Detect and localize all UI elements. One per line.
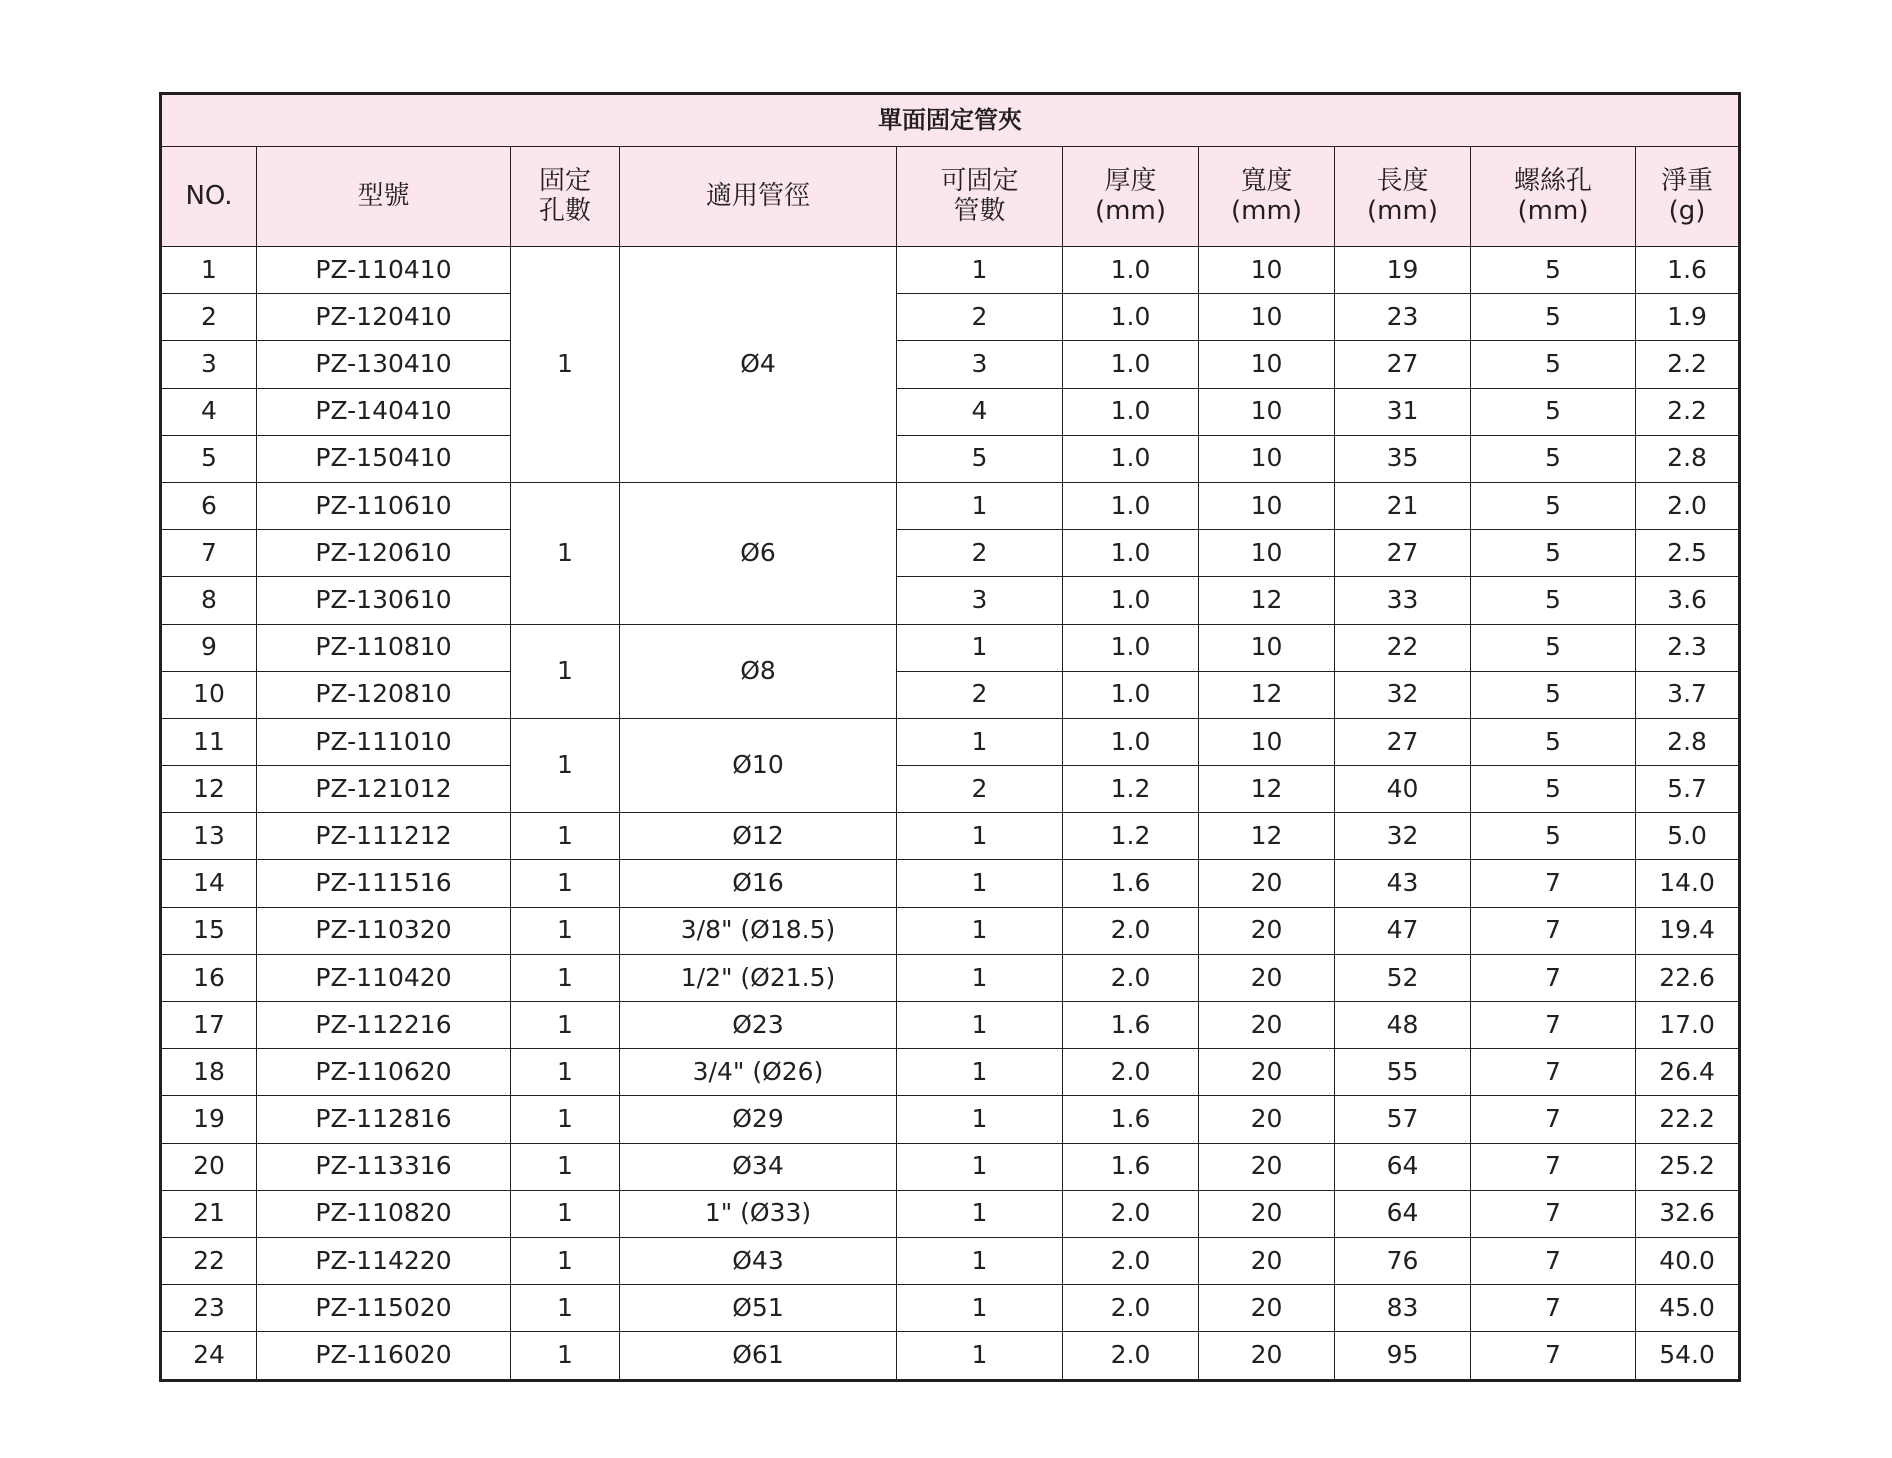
header-fixing-holes-line2: 孔數 [538,195,591,226]
cell-tube-count: 1 [897,1237,1063,1284]
cell-no: 23 [161,1285,257,1332]
cell-width: 12 [1199,577,1335,624]
cell-length: 33 [1335,577,1471,624]
cell-thickness: 1.2 [1063,766,1199,813]
cell-width: 10 [1199,624,1335,671]
cell-no: 1 [161,247,257,294]
cell-screw-hole: 5 [1471,294,1636,341]
cell-model: PZ-110620 [257,1049,511,1096]
cell-net-weight: 2.2 [1636,341,1740,388]
cell-net-weight: 19.4 [1636,907,1740,954]
cell-net-weight: 26.4 [1636,1049,1740,1096]
cell-fixing-holes: 1 [511,1096,620,1143]
cell-tube-count: 4 [897,388,1063,435]
cell-pipe-diameter: Ø61 [620,1332,897,1380]
header-screw-hole-line2: (mm) [1517,195,1589,226]
cell-screw-hole: 5 [1471,813,1636,860]
header-net-weight-line1: 淨重 [1661,165,1714,196]
cell-screw-hole: 7 [1471,954,1636,1001]
cell-screw-hole: 5 [1471,718,1636,765]
cell-fixing-holes: 1 [511,1143,620,1190]
cell-width: 12 [1199,813,1335,860]
cell-width: 20 [1199,1332,1335,1380]
table-row [161,1002,1740,1049]
cell-model: PZ-116020 [257,1332,511,1380]
header-screw-hole-line1: 螺絲孔 [1513,165,1592,196]
cell-no: 8 [161,577,257,624]
cell-thickness: 1.0 [1063,388,1199,435]
table-row [161,247,1740,294]
cell-tube-count: 2 [897,294,1063,341]
cell-width: 20 [1199,954,1335,1001]
cell-no: 6 [161,482,257,529]
cell-length: 27 [1335,530,1471,577]
cell-screw-hole: 5 [1471,624,1636,671]
table-row [161,1096,1740,1143]
cell-fixing-holes: 1 [511,1285,620,1332]
cell-no: 4 [161,388,257,435]
cell-length: 83 [1335,1285,1471,1332]
header-width-line1: 寬度 [1240,165,1293,196]
table-row [161,766,1740,813]
cell-model: PZ-130610 [257,577,511,624]
cell-tube-count: 1 [897,247,1063,294]
cell-net-weight: 2.3 [1636,624,1740,671]
cell-length: 40 [1335,766,1471,813]
cell-thickness: 1.0 [1063,341,1199,388]
table-header-row [161,147,1740,247]
cell-screw-hole: 5 [1471,577,1636,624]
cell-fixing-holes: 1 [511,907,620,954]
cell-no: 20 [161,1143,257,1190]
cell-length: 21 [1335,482,1471,529]
cell-no: 12 [161,766,257,813]
cell-tube-count: 1 [897,860,1063,907]
cell-tube-count: 2 [897,530,1063,577]
cell-width: 20 [1199,1096,1335,1143]
cell-width: 10 [1199,435,1335,482]
cell-thickness: 1.6 [1063,1096,1199,1143]
header-tube-count-line1: 可固定 [940,165,1019,196]
cell-model: PZ-114220 [257,1237,511,1284]
header-screw-hole [1471,147,1636,247]
cell-screw-hole: 5 [1471,482,1636,529]
cell-thickness: 1.0 [1063,247,1199,294]
cell-width: 10 [1199,482,1335,529]
cell-pipe-diameter: Ø23 [620,1002,897,1049]
cell-thickness: 1.0 [1063,671,1199,718]
cell-thickness: 1.2 [1063,813,1199,860]
cell-screw-hole: 7 [1471,907,1636,954]
cell-fixing-holes: 1 [511,247,620,483]
cell-pipe-diameter: 1" (Ø33) [620,1190,897,1237]
cell-pipe-diameter: Ø43 [620,1237,897,1284]
table-row [161,388,1740,435]
cell-length: 31 [1335,388,1471,435]
cell-length: 19 [1335,247,1471,294]
cell-tube-count: 2 [897,766,1063,813]
cell-fixing-holes: 1 [511,860,620,907]
header-width [1199,147,1335,247]
cell-tube-count: 1 [897,624,1063,671]
cell-thickness: 2.0 [1063,1049,1199,1096]
cell-model: PZ-111516 [257,860,511,907]
cell-net-weight: 45.0 [1636,1285,1740,1332]
header-fixing-holes [511,147,620,247]
cell-length: 43 [1335,860,1471,907]
cell-thickness: 2.0 [1063,1285,1199,1332]
cell-width: 20 [1199,1285,1335,1332]
cell-screw-hole: 7 [1471,1049,1636,1096]
header-tube-count [897,147,1063,247]
table-row [161,577,1740,624]
cell-fixing-holes: 1 [511,1190,620,1237]
table-row [161,813,1740,860]
cell-model: PZ-113316 [257,1143,511,1190]
cell-thickness: 1.6 [1063,1002,1199,1049]
cell-screw-hole: 7 [1471,1285,1636,1332]
cell-width: 20 [1199,907,1335,954]
cell-screw-hole: 7 [1471,1143,1636,1190]
cell-no: 10 [161,671,257,718]
table-title-row [161,94,1740,147]
cell-width: 20 [1199,1002,1335,1049]
header-tube-count-line2: 管數 [953,195,1006,226]
cell-model: PZ-111010 [257,718,511,765]
cell-width: 20 [1199,1237,1335,1284]
cell-model: PZ-140410 [257,388,511,435]
cell-screw-hole: 5 [1471,530,1636,577]
cell-pipe-diameter: Ø10 [620,718,897,812]
cell-tube-count: 1 [897,1049,1063,1096]
cell-tube-count: 1 [897,718,1063,765]
table-row [161,341,1740,388]
cell-net-weight: 2.0 [1636,482,1740,529]
cell-thickness: 1.6 [1063,1143,1199,1190]
cell-screw-hole: 7 [1471,1190,1636,1237]
header-length [1335,147,1471,247]
cell-no: 15 [161,907,257,954]
cell-length: 95 [1335,1332,1471,1380]
cell-width: 10 [1199,718,1335,765]
cell-no: 22 [161,1237,257,1284]
cell-net-weight: 3.6 [1636,577,1740,624]
cell-no: 19 [161,1096,257,1143]
table-row [161,624,1740,671]
cell-pipe-diameter: Ø29 [620,1096,897,1143]
cell-pipe-diameter: Ø6 [620,482,897,624]
cell-no: 14 [161,860,257,907]
cell-model: PZ-121012 [257,766,511,813]
cell-net-weight: 5.7 [1636,766,1740,813]
cell-fixing-holes: 1 [511,624,620,718]
header-thickness [1063,147,1199,247]
cell-tube-count: 1 [897,1096,1063,1143]
cell-fixing-holes: 1 [511,954,620,1001]
cell-net-weight: 25.2 [1636,1143,1740,1190]
cell-tube-count: 1 [897,813,1063,860]
cell-screw-hole: 7 [1471,1237,1636,1284]
cell-net-weight: 40.0 [1636,1237,1740,1284]
spec-table [159,92,1741,1382]
cell-model: PZ-110610 [257,482,511,529]
header-thickness-line1: 厚度 [1104,165,1157,196]
cell-pipe-diameter: Ø4 [620,247,897,483]
table-row [161,860,1740,907]
cell-pipe-diameter: 3/8" (Ø18.5) [620,907,897,954]
cell-no: 9 [161,624,257,671]
cell-screw-hole: 7 [1471,1096,1636,1143]
cell-net-weight: 5.0 [1636,813,1740,860]
cell-length: 32 [1335,671,1471,718]
cell-model: PZ-111212 [257,813,511,860]
header-length-line1: 長度 [1376,165,1429,196]
cell-tube-count: 1 [897,482,1063,529]
cell-model: PZ-110810 [257,624,511,671]
cell-pipe-diameter: 3/4" (Ø26) [620,1049,897,1096]
cell-model: PZ-110420 [257,954,511,1001]
header-pipe-diameter [620,147,897,247]
cell-tube-count: 3 [897,341,1063,388]
cell-model: PZ-110320 [257,907,511,954]
table-row [161,294,1740,341]
cell-thickness: 2.0 [1063,1237,1199,1284]
cell-screw-hole: 5 [1471,247,1636,294]
cell-width: 10 [1199,294,1335,341]
header-no [161,147,257,247]
table-row [161,482,1740,529]
table-row [161,1143,1740,1190]
table-row [161,435,1740,482]
cell-net-weight: 2.8 [1636,435,1740,482]
cell-fixing-holes: 1 [511,482,620,624]
cell-model: PZ-110410 [257,247,511,294]
cell-length: 64 [1335,1143,1471,1190]
cell-thickness: 2.0 [1063,954,1199,1001]
cell-screw-hole: 5 [1471,671,1636,718]
header-model [257,147,511,247]
cell-screw-hole: 7 [1471,1002,1636,1049]
cell-width: 20 [1199,860,1335,907]
cell-thickness: 1.0 [1063,482,1199,529]
header-pipe-diameter-line1: 適用管徑 [705,180,810,211]
cell-no: 5 [161,435,257,482]
cell-net-weight: 2.2 [1636,388,1740,435]
cell-tube-count: 3 [897,577,1063,624]
cell-length: 27 [1335,341,1471,388]
cell-thickness: 2.0 [1063,907,1199,954]
table-title: 單面固定管夾 [161,94,1740,147]
header-net-weight [1636,147,1740,247]
table-row [161,954,1740,1001]
header-width-line2: (mm) [1231,195,1302,226]
cell-pipe-diameter: Ø12 [620,813,897,860]
cell-tube-count: 1 [897,1285,1063,1332]
cell-fixing-holes: 1 [511,1049,620,1096]
cell-net-weight: 22.6 [1636,954,1740,1001]
table-row [161,1049,1740,1096]
cell-no: 18 [161,1049,257,1096]
cell-width: 20 [1199,1190,1335,1237]
cell-model: PZ-120610 [257,530,511,577]
cell-net-weight: 17.0 [1636,1002,1740,1049]
cell-width: 12 [1199,766,1335,813]
cell-model: PZ-112816 [257,1096,511,1143]
cell-tube-count: 5 [897,435,1063,482]
cell-screw-hole: 7 [1471,1332,1636,1380]
cell-fixing-holes: 1 [511,718,620,812]
cell-no: 3 [161,341,257,388]
header-no-line1: NO. [185,180,233,211]
cell-tube-count: 1 [897,907,1063,954]
cell-no: 21 [161,1190,257,1237]
cell-model: PZ-115020 [257,1285,511,1332]
cell-length: 27 [1335,718,1471,765]
cell-width: 10 [1199,247,1335,294]
cell-no: 11 [161,718,257,765]
cell-width: 12 [1199,671,1335,718]
table-row [161,1190,1740,1237]
cell-no: 2 [161,294,257,341]
cell-length: 22 [1335,624,1471,671]
header-model-line1: 型號 [357,180,410,211]
cell-model: PZ-112216 [257,1002,511,1049]
cell-screw-hole: 5 [1471,341,1636,388]
cell-model: PZ-120810 [257,671,511,718]
cell-length: 64 [1335,1190,1471,1237]
cell-length: 76 [1335,1237,1471,1284]
table-row [161,1237,1740,1284]
cell-no: 7 [161,530,257,577]
cell-no: 17 [161,1002,257,1049]
cell-fixing-holes: 1 [511,1237,620,1284]
cell-length: 55 [1335,1049,1471,1096]
cell-screw-hole: 7 [1471,860,1636,907]
cell-tube-count: 1 [897,1332,1063,1380]
cell-thickness: 1.0 [1063,577,1199,624]
cell-length: 23 [1335,294,1471,341]
cell-net-weight: 54.0 [1636,1332,1740,1380]
cell-net-weight: 1.6 [1636,247,1740,294]
cell-fixing-holes: 1 [511,813,620,860]
cell-length: 57 [1335,1096,1471,1143]
cell-fixing-holes: 1 [511,1002,620,1049]
table-row [161,718,1740,765]
cell-no: 16 [161,954,257,1001]
cell-width: 20 [1199,1049,1335,1096]
cell-length: 47 [1335,907,1471,954]
cell-net-weight: 2.5 [1636,530,1740,577]
cell-length: 35 [1335,435,1471,482]
cell-net-weight: 22.2 [1636,1096,1740,1143]
cell-model: PZ-120410 [257,294,511,341]
cell-model: PZ-130410 [257,341,511,388]
cell-net-weight: 2.8 [1636,718,1740,765]
table-row [161,530,1740,577]
cell-thickness: 1.0 [1063,435,1199,482]
cell-thickness: 1.6 [1063,860,1199,907]
cell-length: 48 [1335,1002,1471,1049]
cell-width: 10 [1199,388,1335,435]
cell-tube-count: 1 [897,954,1063,1001]
cell-screw-hole: 5 [1471,766,1636,813]
cell-thickness: 2.0 [1063,1190,1199,1237]
header-length-line2: (mm) [1367,195,1438,226]
cell-net-weight: 1.9 [1636,294,1740,341]
cell-net-weight: 32.6 [1636,1190,1740,1237]
cell-thickness: 1.0 [1063,530,1199,577]
cell-model: PZ-110820 [257,1190,511,1237]
cell-pipe-diameter: Ø51 [620,1285,897,1332]
cell-screw-hole: 5 [1471,435,1636,482]
cell-width: 10 [1199,530,1335,577]
cell-pipe-diameter: Ø16 [620,860,897,907]
header-thickness-line2: (mm) [1095,195,1166,226]
cell-pipe-diameter: Ø34 [620,1143,897,1190]
cell-tube-count: 2 [897,671,1063,718]
table-row [161,671,1740,718]
cell-thickness: 1.0 [1063,624,1199,671]
cell-pipe-diameter: 1/2" (Ø21.5) [620,954,897,1001]
cell-tube-count: 1 [897,1143,1063,1190]
cell-thickness: 1.0 [1063,294,1199,341]
cell-tube-count: 1 [897,1002,1063,1049]
cell-screw-hole: 5 [1471,388,1636,435]
cell-length: 52 [1335,954,1471,1001]
cell-model: PZ-150410 [257,435,511,482]
table-row [161,1332,1740,1380]
cell-thickness: 1.0 [1063,718,1199,765]
header-fixing-holes-line1: 固定 [538,165,591,196]
cell-tube-count: 1 [897,1190,1063,1237]
table-body [161,247,1740,1381]
cell-pipe-diameter: Ø8 [620,624,897,718]
cell-fixing-holes: 1 [511,1332,620,1380]
cell-no: 13 [161,813,257,860]
table-row [161,1285,1740,1332]
cell-length: 32 [1335,813,1471,860]
cell-width: 10 [1199,341,1335,388]
cell-no: 24 [161,1332,257,1380]
cell-net-weight: 3.7 [1636,671,1740,718]
table-row [161,907,1740,954]
header-net-weight-line2: (g) [1668,195,1706,226]
cell-thickness: 2.0 [1063,1332,1199,1380]
cell-net-weight: 14.0 [1636,860,1740,907]
cell-width: 20 [1199,1143,1335,1190]
